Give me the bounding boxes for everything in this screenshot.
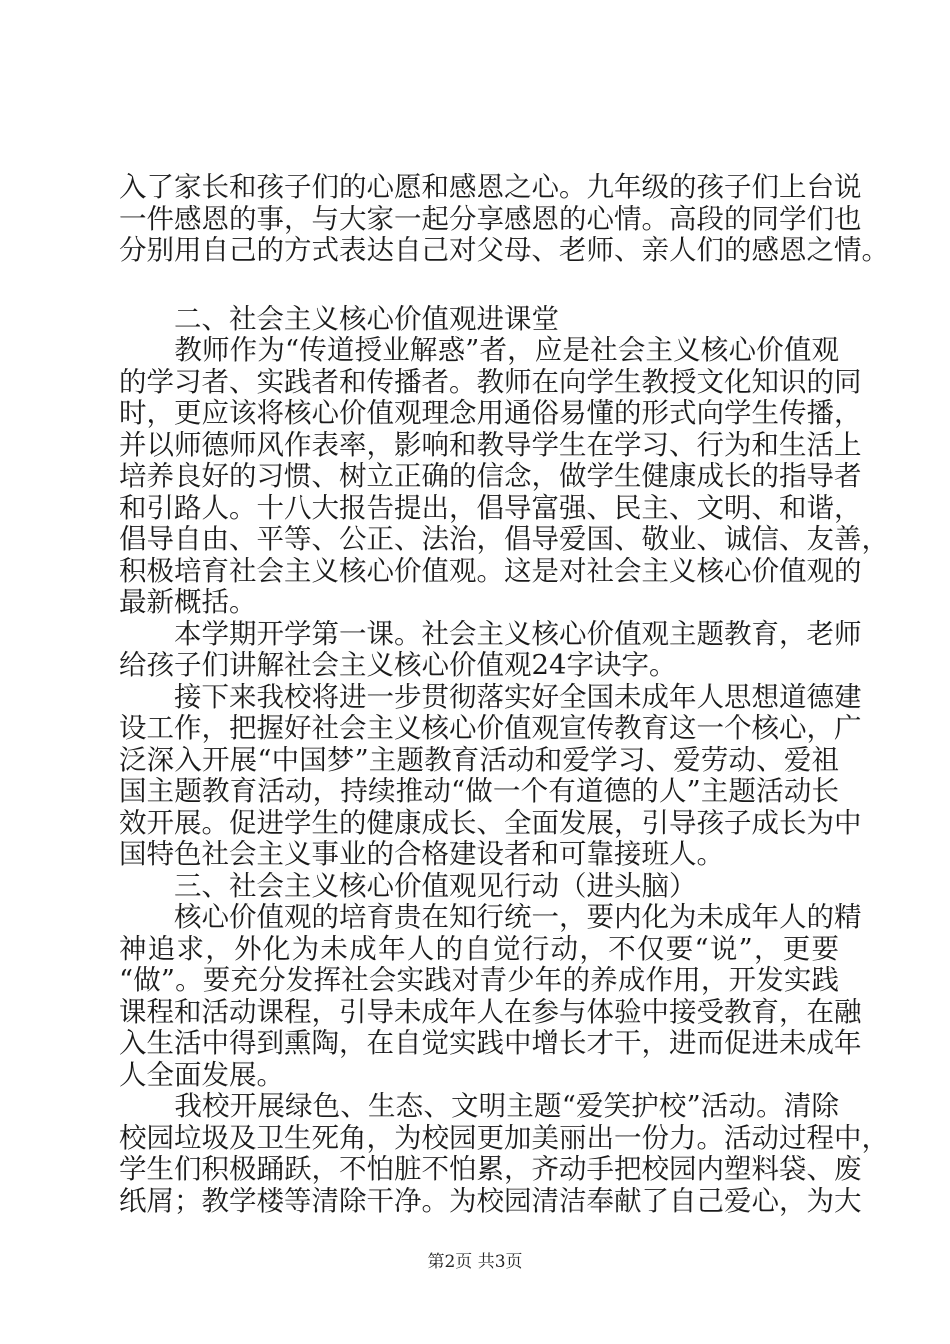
paragraph <box>119 334 889 619</box>
text-line: 课程和活动课程，引导未成年人在参与体验中接受教育，在融 <box>119 995 862 1028</box>
text-line: 国特色社会主义事业的合格建设者和可靠接班人。 <box>119 838 724 870</box>
text-line: 积极培育社会主义核心价值观。这是对社会主义核心价值观的 <box>119 554 862 587</box>
paragraph <box>119 680 862 871</box>
text-line: 一件感恩的事，与大家一起分享感恩的心情。高段的同学们也 <box>119 202 862 235</box>
text-line: 的学习者、实践者和传播者。教师在向学生教授文化知识的同 <box>119 365 862 398</box>
text-line: 分别用自己的方式表达自己对父母、老师、亲人们的感恩之情。 <box>119 234 889 266</box>
text-line: 入了家长和孩子们的心愿和感恩之心。九年级的孩子们上台说 <box>119 171 862 203</box>
text-line: 倡导自由、平等、公正、法治，倡导爱国、敬业、诚信、友善， <box>119 523 889 555</box>
text-line: 时，更应该将核心价值观理念用通俗易懂的形式向学生传播， <box>119 397 862 429</box>
text-line: 设工作，把握好社会主义核心价值观宣传教育这一个核心，广 <box>119 712 862 744</box>
section-heading <box>119 304 839 336</box>
section-heading <box>119 871 839 903</box>
paragraph <box>119 617 862 682</box>
text-line: 接下来我校将进一步贯彻落实好全国未成年人思想道德建 <box>119 680 862 713</box>
text-line: 本学期开学第一课。社会主义核心价值观主题教育，老师 <box>119 617 862 650</box>
text-line: 纸屑；教学楼等清除干净。为校园清洁奉献了自己爱心，为大 <box>119 1184 862 1217</box>
text-line: 效开展。促进学生的健康成长、全面发展，引导孩子成长为中 <box>119 806 862 839</box>
text-line: “做”。要充分发挥社会实践对青少年的养成作用，开发实践 <box>119 964 839 996</box>
paragraph-gap <box>119 267 839 304</box>
paragraph <box>119 171 889 267</box>
text-line: 人全面发展。 <box>119 1058 284 1091</box>
text-line: 教师作为“传道授业解惑”者，应是社会主义核心价值观 <box>119 334 839 366</box>
text-line: 神追求，外化为未成年人的自觉行动，不仅要“说”，更要 <box>119 932 839 965</box>
text-line: 和引路人。十八大报告提出，倡导富强、民主、文明、和谐， <box>119 491 862 524</box>
paragraph <box>119 1090 889 1217</box>
section-heading-text: 三、社会主义核心价值观见行动（进头脑） <box>119 869 697 902</box>
document-body <box>119 171 889 1217</box>
text-line: 泛深入开展“中国梦”主题教育活动和爱学习、爱劳动、爱祖 <box>119 743 839 776</box>
text-line: 我校开展绿色、生态、文明主题“爱笑护校”活动。清除 <box>119 1090 839 1122</box>
page-number: 第2页 共3页 <box>427 1252 523 1272</box>
page-footer <box>0 1247 950 1272</box>
section-heading-text: 二、社会主义核心价值观进课堂 <box>119 302 559 335</box>
paragraph <box>119 901 862 1091</box>
text-line: 入生活中得到熏陶，在自觉实践中增长才干，进而促进未成年 <box>119 1027 862 1059</box>
text-line: 国主题教育活动，持续推动“做一个有道德的人”主题活动长 <box>119 775 839 807</box>
text-line: 学生们积极踊跃，不怕脏不怕累，齐动手把校园内塑料袋、废 <box>119 1153 862 1185</box>
text-line: 最新概括。 <box>119 586 257 618</box>
text-line: 培养良好的习惯、树立正确的信念，做学生健康成长的指导者 <box>119 460 862 492</box>
text-line: 并以师德师风作表率，影响和教导学生在学习、行为和生活上 <box>119 428 862 461</box>
text-line: 给孩子们讲解社会主义核心价值观24字诀字。 <box>119 649 677 681</box>
text-line: 校园垃圾及卫生死角，为校园更加美丽出一份力。活动过程中， <box>119 1121 889 1154</box>
text-line: 核心价值观的培育贵在知行统一，要内化为未成年人的精 <box>119 901 862 933</box>
